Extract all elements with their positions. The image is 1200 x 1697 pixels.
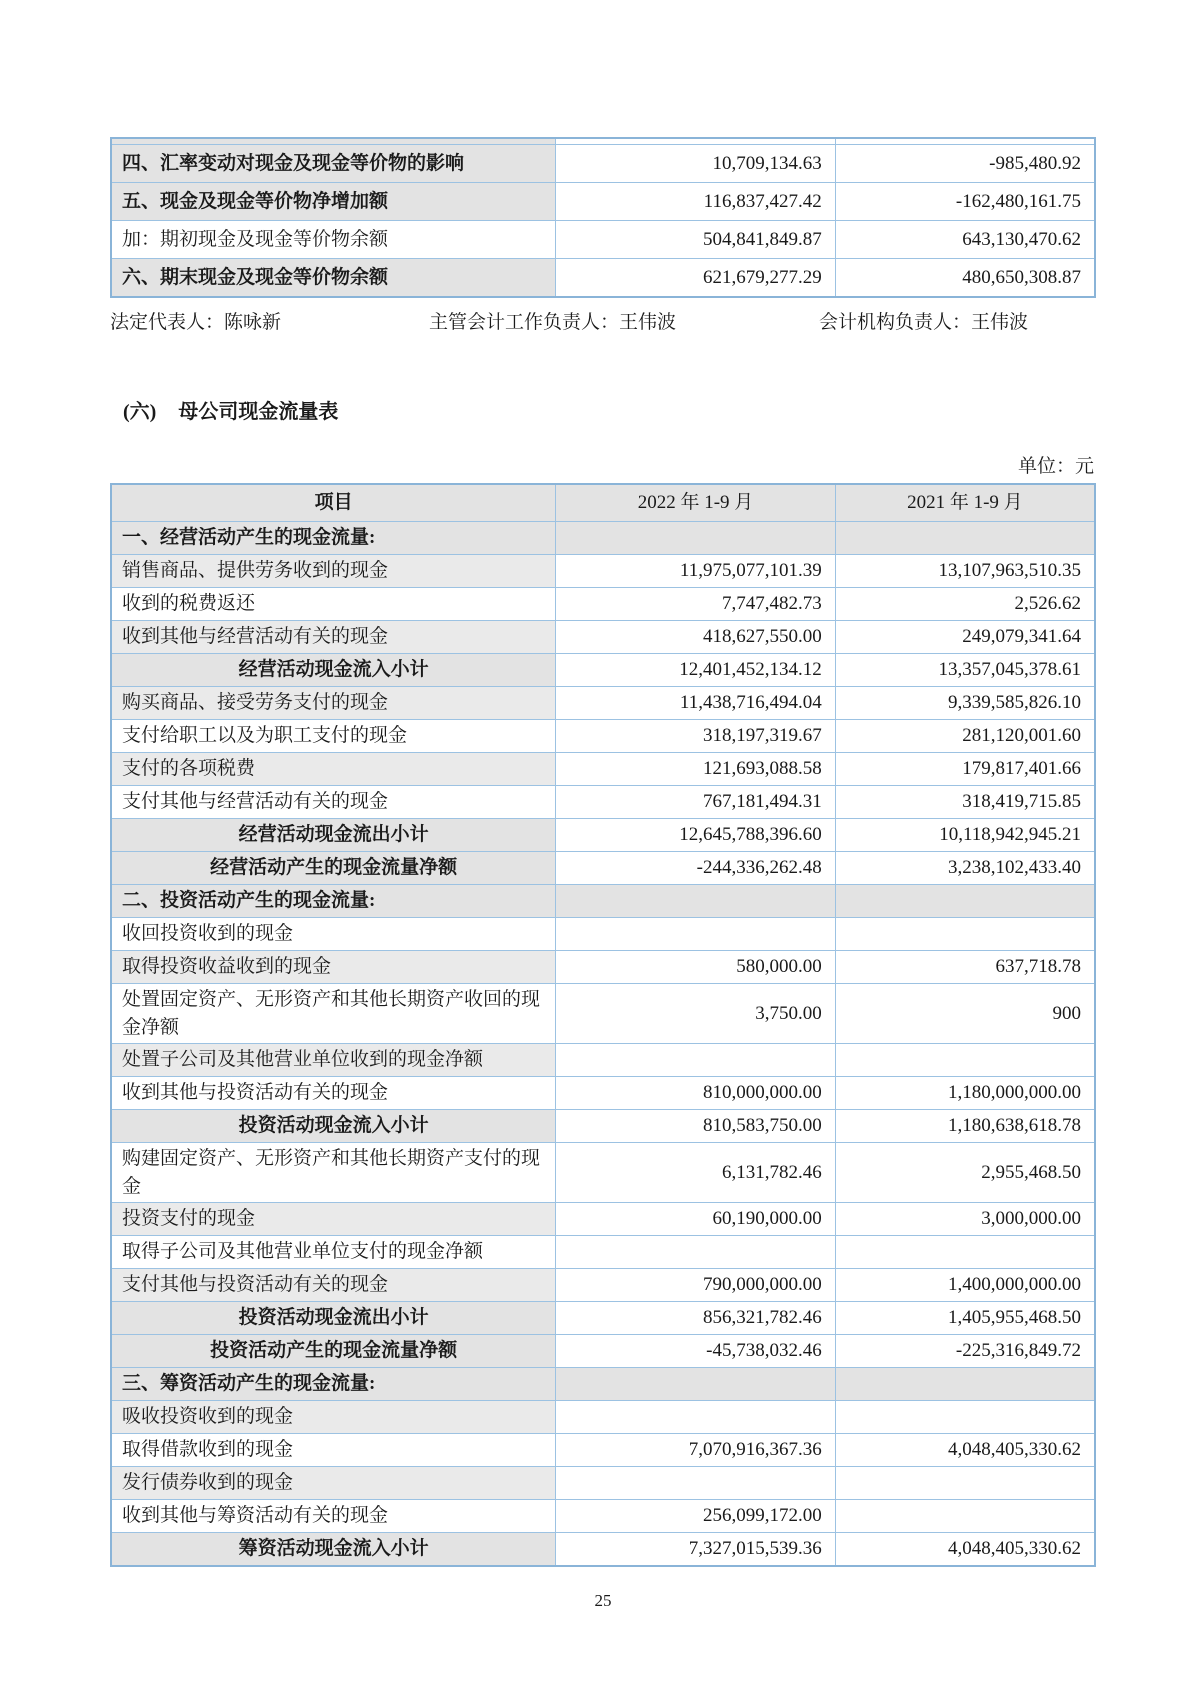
value-2021-cell — [835, 1368, 1095, 1401]
value-2022-cell: 121,693,088.58 — [556, 753, 835, 786]
value-2022-cell: 418,627,550.00 — [556, 621, 835, 654]
value-2021-cell — [835, 1401, 1095, 1434]
table-row — [111, 1077, 1095, 1110]
row-label-cell: 取得投资收益收到的现金 — [111, 951, 556, 984]
row-label-cell: 支付其他与经营活动有关的现金 — [111, 786, 556, 819]
table-row — [111, 918, 1095, 951]
value-2022-cell: 318,197,319.67 — [556, 720, 835, 753]
table-row — [111, 951, 1095, 984]
table-row — [111, 1434, 1095, 1467]
row-label-cell: 处置固定资产、无形资产和其他长期资产收回的现金净额 — [111, 984, 556, 1044]
value-2021-cell: 4,048,405,330.62 — [835, 1533, 1095, 1567]
table-row — [111, 221, 1095, 259]
value-2022-cell: 790,000,000.00 — [556, 1269, 835, 1302]
value-2022-cell: 810,583,750.00 — [556, 1110, 835, 1143]
table-row — [111, 1302, 1095, 1335]
value-2021-cell: 3,238,102,433.40 — [835, 852, 1095, 885]
value-2021-cell: 2,526.62 — [835, 588, 1095, 621]
value-2022-cell: 256,099,172.00 — [556, 1500, 835, 1533]
value-2022-cell: 116,837,427.42 — [556, 183, 835, 221]
row-label-cell: 经营活动现金流出小计 — [111, 819, 556, 852]
row-label-cell: 投资支付的现金 — [111, 1203, 556, 1236]
value-2021-cell — [835, 1236, 1095, 1269]
table-row — [111, 183, 1095, 221]
value-2022-cell — [556, 522, 835, 555]
cash-flow-summary-table-body — [111, 138, 1095, 297]
table-row — [111, 1143, 1095, 1203]
value-2021-cell: -985,480.92 — [835, 145, 1095, 183]
value-2021-cell: 179,817,401.66 — [835, 753, 1095, 786]
table-row — [111, 1401, 1095, 1434]
table-header — [111, 484, 1095, 522]
value-2021-cell: 249,079,341.64 — [835, 621, 1095, 654]
table-row — [111, 522, 1095, 555]
value-2021-cell — [835, 1500, 1095, 1533]
value-2022-cell — [556, 918, 835, 951]
value-2021-cell — [835, 1467, 1095, 1500]
row-label-cell: 一、经营活动产生的现金流量: — [111, 522, 556, 555]
section-title: 母公司现金流量表 — [178, 401, 339, 423]
value-2022-cell: 580,000.00 — [556, 951, 835, 984]
value-2021-cell — [835, 918, 1095, 951]
row-label-cell: 收回投资收到的现金 — [111, 918, 556, 951]
table-row — [111, 555, 1095, 588]
row-label-cell: 投资活动产生的现金流量净额 — [111, 1335, 556, 1368]
table-row — [111, 786, 1095, 819]
value-2022-cell: 810,000,000.00 — [556, 1077, 835, 1110]
table-row — [111, 1110, 1095, 1143]
table-row — [111, 654, 1095, 687]
table-row — [111, 1335, 1095, 1368]
table-row — [111, 852, 1095, 885]
row-label-cell: 四、汇率变动对现金及现金等价物的影响 — [111, 145, 556, 183]
row-label-cell: 经营活动现金流入小计 — [111, 654, 556, 687]
row-label-cell: 支付的各项税费 — [111, 753, 556, 786]
value-2022-cell: 7,327,015,539.36 — [556, 1533, 835, 1567]
value-2022-cell: -244,336,262.48 — [556, 852, 835, 885]
table-row — [111, 753, 1095, 786]
value-2021-cell: 13,107,963,510.35 — [835, 555, 1095, 588]
value-2022-cell: 60,190,000.00 — [556, 1203, 835, 1236]
value-2022-cell: 12,645,788,396.60 — [556, 819, 835, 852]
value-2021-cell: 281,120,001.60 — [835, 720, 1095, 753]
value-2021-cell: 1,400,000,000.00 — [835, 1269, 1095, 1302]
row-label-cell: 筹资活动现金流入小计 — [111, 1533, 556, 1567]
value-2021-cell: 643,130,470.62 — [835, 221, 1095, 259]
legal-representative-signature: 法定代表人：陈咏新 — [110, 312, 282, 333]
value-2021-cell — [835, 522, 1095, 555]
row-label-cell: 加：期初现金及现金等价物余额 — [111, 221, 556, 259]
row-label-cell: 购买商品、接受劳务支付的现金 — [111, 687, 556, 720]
table-row — [111, 885, 1095, 918]
row-label-cell: 吸收投资收到的现金 — [111, 1401, 556, 1434]
row-label-cell: 六、期末现金及现金等价物余额 — [111, 259, 556, 298]
table-row — [111, 1203, 1095, 1236]
value-2022-cell — [556, 1401, 835, 1434]
table-row — [111, 720, 1095, 753]
table-row — [111, 984, 1095, 1044]
row-label-cell: 五、现金及现金等价物净增加额 — [111, 183, 556, 221]
row-label-cell: 取得子公司及其他营业单位支付的现金净额 — [111, 1236, 556, 1269]
section-heading — [123, 395, 1096, 424]
table-row — [111, 259, 1095, 298]
value-2022-cell: 10,709,134.63 — [556, 145, 835, 183]
value-2021-cell: 13,357,045,378.61 — [835, 654, 1095, 687]
table-row — [111, 1044, 1095, 1077]
value-2022-cell: 504,841,849.87 — [556, 221, 835, 259]
value-2022-cell — [556, 1236, 835, 1269]
value-2021-cell: 480,650,308.87 — [835, 259, 1095, 298]
row-label-cell: 收到其他与投资活动有关的现金 — [111, 1077, 556, 1110]
value-2022-cell: 11,975,077,101.39 — [556, 555, 835, 588]
section-index: (六) — [123, 401, 157, 423]
value-2022-cell: 7,747,482.73 — [556, 588, 835, 621]
row-label-cell: 支付其他与投资活动有关的现金 — [111, 1269, 556, 1302]
value-2022-cell: 767,181,494.31 — [556, 786, 835, 819]
table-row — [111, 588, 1095, 621]
value-2022-cell: 621,679,277.29 — [556, 259, 835, 298]
table-row — [111, 819, 1095, 852]
page-number: 25 — [594, 1591, 612, 1611]
value-2021-cell: 900 — [835, 984, 1095, 1044]
report-page-content — [110, 137, 1096, 1611]
column-header-2022: 2022 年 1-9 月 — [556, 484, 835, 522]
table-row — [111, 621, 1095, 654]
value-2022-cell: 7,070,916,367.36 — [556, 1434, 835, 1467]
value-2021-cell: 4,048,405,330.62 — [835, 1434, 1095, 1467]
value-2022-cell — [556, 1044, 835, 1077]
value-2022-cell — [556, 1368, 835, 1401]
value-2021-cell: 3,000,000.00 — [835, 1203, 1095, 1236]
table-row — [111, 687, 1095, 720]
value-2021-cell: 637,718.78 — [835, 951, 1095, 984]
value-2021-cell — [835, 1044, 1095, 1077]
table-row — [111, 145, 1095, 183]
value-2022-cell: 3,750.00 — [556, 984, 835, 1044]
table-row — [111, 1500, 1095, 1533]
page-top-margin — [0, 0, 1200, 137]
value-2022-cell: 11,438,716,494.04 — [556, 687, 835, 720]
accounting-head-signature: 会计机构负责人：王伟波 — [819, 312, 1029, 333]
row-label-cell: 取得借款收到的现金 — [111, 1434, 556, 1467]
table-header-row — [111, 484, 1095, 522]
value-2022-cell — [556, 885, 835, 918]
table-row — [111, 1236, 1095, 1269]
row-label-cell: 支付给职工以及为职工支付的现金 — [111, 720, 556, 753]
value-2021-cell: 1,180,000,000.00 — [835, 1077, 1095, 1110]
value-2021-cell: 318,419,715.85 — [835, 786, 1095, 819]
value-2022-cell: 856,321,782.46 — [556, 1302, 835, 1335]
value-2021-cell: 9,339,585,826.10 — [835, 687, 1095, 720]
value-2022-cell: 12,401,452,134.12 — [556, 654, 835, 687]
value-2021-cell: 1,180,638,618.78 — [835, 1110, 1095, 1143]
row-label-cell: 处置子公司及其他营业单位收到的现金净额 — [111, 1044, 556, 1077]
value-2021-cell: -225,316,849.72 — [835, 1335, 1095, 1368]
value-2021-cell: 2,955,468.50 — [835, 1143, 1095, 1203]
value-2021-cell: 10,118,942,945.21 — [835, 819, 1095, 852]
value-2021-cell: -162,480,161.75 — [835, 183, 1095, 221]
row-label-cell: 经营活动产生的现金流量净额 — [111, 852, 556, 885]
row-label-cell: 购建固定资产、无形资产和其他长期资产支付的现金 — [111, 1143, 556, 1203]
table-row — [111, 1533, 1095, 1567]
row-label-cell: 收到的税费返还 — [111, 588, 556, 621]
table-row — [111, 1269, 1095, 1302]
value-2022-cell: -45,738,032.46 — [556, 1335, 835, 1368]
row-label-cell: 收到其他与筹资活动有关的现金 — [111, 1500, 556, 1533]
table-row — [111, 1368, 1095, 1401]
row-label-cell: 收到其他与经营活动有关的现金 — [111, 621, 556, 654]
row-label-cell: 投资活动现金流出小计 — [111, 1302, 556, 1335]
value-2021-cell — [835, 885, 1095, 918]
parent-cash-flow-table — [110, 483, 1096, 1567]
value-2022-cell: 6,131,782.46 — [556, 1143, 835, 1203]
row-label-cell: 销售商品、提供劳务收到的现金 — [111, 555, 556, 588]
chief-accountant-signature: 主管会计工作负责人：王伟波 — [429, 312, 677, 333]
column-header-2021: 2021 年 1-9 月 — [835, 484, 1095, 522]
value-2021-cell: 1,405,955,468.50 — [835, 1302, 1095, 1335]
parent-cash-flow-table-body — [111, 522, 1095, 1567]
row-label-cell: 投资活动现金流入小计 — [111, 1110, 556, 1143]
unit-label: 单位：元 — [1017, 456, 1094, 477]
value-2022-cell — [556, 1467, 835, 1500]
column-header-item: 项目 — [111, 484, 556, 522]
row-label-cell: 发行债券收到的现金 — [111, 1467, 556, 1500]
row-label-cell: 二、投资活动产生的现金流量: — [111, 885, 556, 918]
table-row — [111, 1467, 1095, 1500]
cash-flow-summary-table — [110, 137, 1096, 298]
row-label-cell: 三、筹资活动产生的现金流量: — [111, 1368, 556, 1401]
signature-line — [110, 307, 1096, 334]
